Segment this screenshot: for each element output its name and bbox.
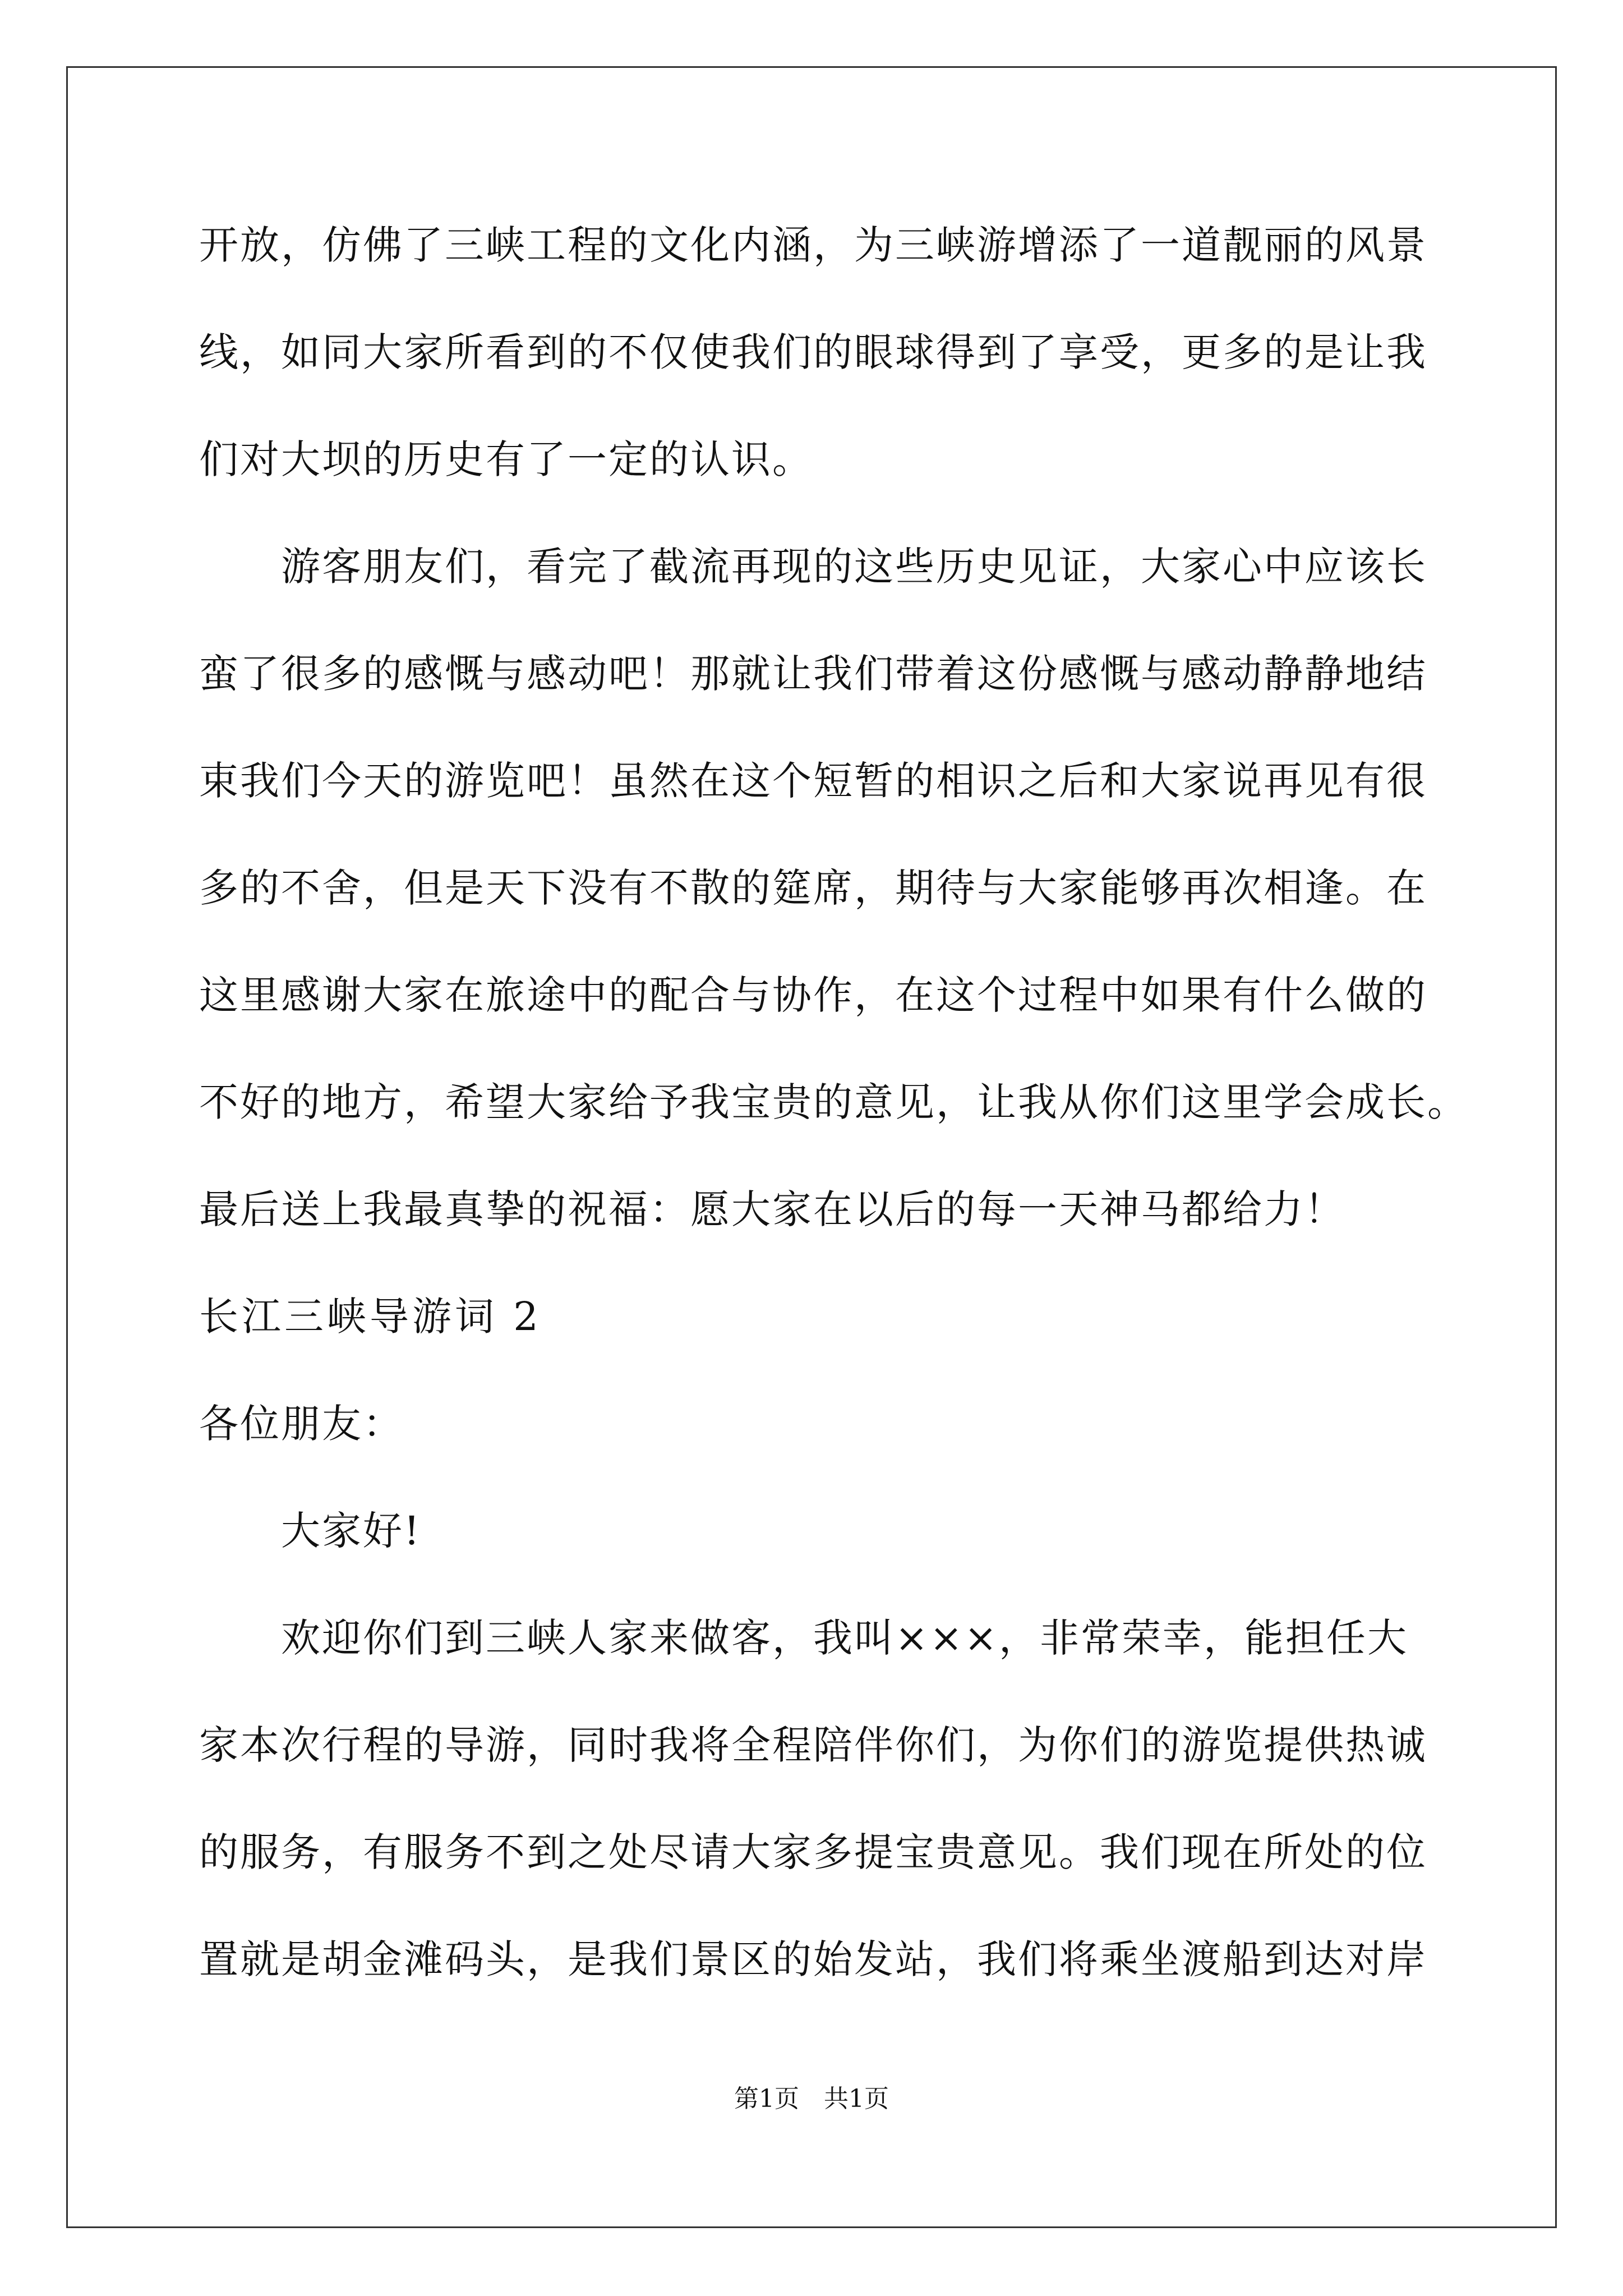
document-body: [199, 219, 1468, 2040]
text-line: 置就是胡金滩码头，是我们景区的始发站，我们将乘坐渡船到达对岸: [199, 1936, 1427, 1982]
text-line: 家本次行程的导游，同时我将全程陪伴你们，为你们的游览提供热诚: [199, 1722, 1427, 1768]
text-line: 不好的地方，希望大家给予我宝贵的意见，让我从你们这里学会成长。: [199, 1079, 1468, 1125]
text-line: 最后送上我最真挚的祝福：愿大家在以后的每一天神马都给力！: [199, 1186, 1345, 1232]
text-line: 多的不舍，但是天下没有不散的筵席，期待与大家能够再次相逢。在: [199, 865, 1427, 911]
paragraph-start-line: 欢迎你们到三峡人家来做客，我叫×××，非常荣幸，能担任大: [281, 1615, 1408, 1661]
text-line: 的服务，有服务不到之处尽请大家多提宝贵意见。我们现在所处的位: [199, 1829, 1427, 1875]
text-line: 线，如同大家所看到的不仅使我们的眼球得到了享受，更多的是让我: [199, 329, 1427, 375]
salutation: 各位朋友：: [199, 1401, 404, 1447]
page-footer: 第1页 共1页: [734, 2085, 889, 2113]
text-line: 开放，仿佛了三峡工程的文化内涵，为三峡游增添了一道靓丽的风景: [199, 222, 1427, 268]
text-line: 束我们今天的游览吧！虽然在这个短暂的相识之后和大家说再见有很: [199, 758, 1427, 804]
greeting-line: 大家好!: [281, 1508, 422, 1554]
section-heading: 长江三峡导游词 2: [199, 1294, 542, 1340]
text-line: 蛮了很多的感慨与感动吧！那就让我们带着这份感慨与感动静静地结: [199, 651, 1427, 697]
text-line: 这里感谢大家在旅途中的配合与协作，在这个过程中如果有什么做的: [199, 972, 1427, 1018]
paragraph-start-line: 游客朋友们，看完了截流再现的这些历史见证，大家心中应该长: [281, 544, 1427, 590]
text-line: 们对大坝的历史有了一定的认识。: [199, 436, 813, 482]
